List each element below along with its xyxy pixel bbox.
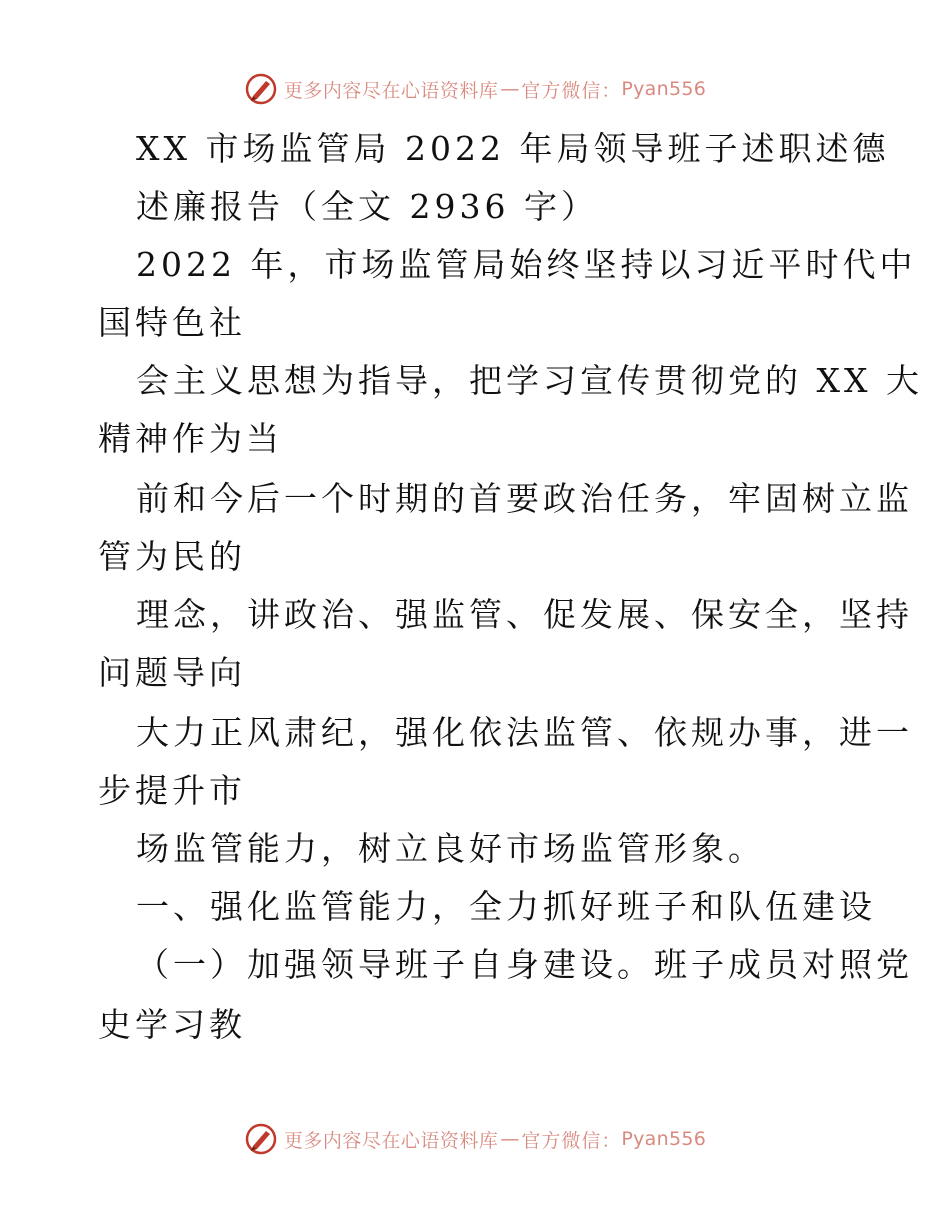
watermark-wechat-label: 官方微信： xyxy=(521,1129,622,1152)
paragraph-line: 管为民的 xyxy=(98,537,246,576)
top-watermark-banner xyxy=(0,72,950,106)
paragraph-line: 史学习教 xyxy=(98,1005,246,1044)
paragraph-line: （一）加强领导班子自身建设。班子成员对照党 xyxy=(136,945,913,984)
paragraph-line: 前和今后一个时期的首要政治任务，牢固树立监 xyxy=(136,479,913,518)
paragraph-line: 大力正风肃纪，强化依法监管、依规办事，进一 xyxy=(136,713,913,752)
paragraph-line: 场监管能力，树立良好市场监管形象。 xyxy=(136,829,765,868)
paragraph-line: 国特色社 xyxy=(98,303,246,342)
watermark-wechat-id: Pyan556 xyxy=(621,1128,707,1150)
paragraph-line: 会主义思想为指导，把学习宣传贯彻党的 XX 大 xyxy=(136,361,923,400)
watermark-main-text: 更多内容尽在心语资料库 xyxy=(283,1129,499,1152)
pen-logo-icon xyxy=(244,72,278,106)
watermark-wechat-label: 官方微信： xyxy=(521,79,622,102)
watermark-main-text: 更多内容尽在心语资料库 xyxy=(283,79,499,102)
document-title-line-2: 述廉报告（全文 2936 字） xyxy=(136,187,598,226)
watermark-wechat-id: Pyan556 xyxy=(621,78,707,100)
bottom-watermark-banner xyxy=(0,1122,950,1156)
section-heading: 一、强化监管能力，全力抓好班子和队伍建设 xyxy=(136,887,876,926)
paragraph-line: 2022 年，市场监管局始终坚持以习近平时代中 xyxy=(136,245,917,284)
watermark-dash: — xyxy=(500,78,520,100)
paragraph-line: 理念，讲政治、强监管、促发展、保安全，坚持 xyxy=(136,595,913,634)
pen-logo-icon xyxy=(244,1122,278,1156)
paragraph-line: 步提升市 xyxy=(98,771,246,810)
paragraph-line: 精神作为当 xyxy=(98,419,283,458)
document-title-line-1: XX 市场监管局 2022 年局领导班子述职述德 xyxy=(136,129,890,168)
watermark-dash: — xyxy=(500,1128,520,1150)
paragraph-line: 问题导向 xyxy=(98,653,246,692)
